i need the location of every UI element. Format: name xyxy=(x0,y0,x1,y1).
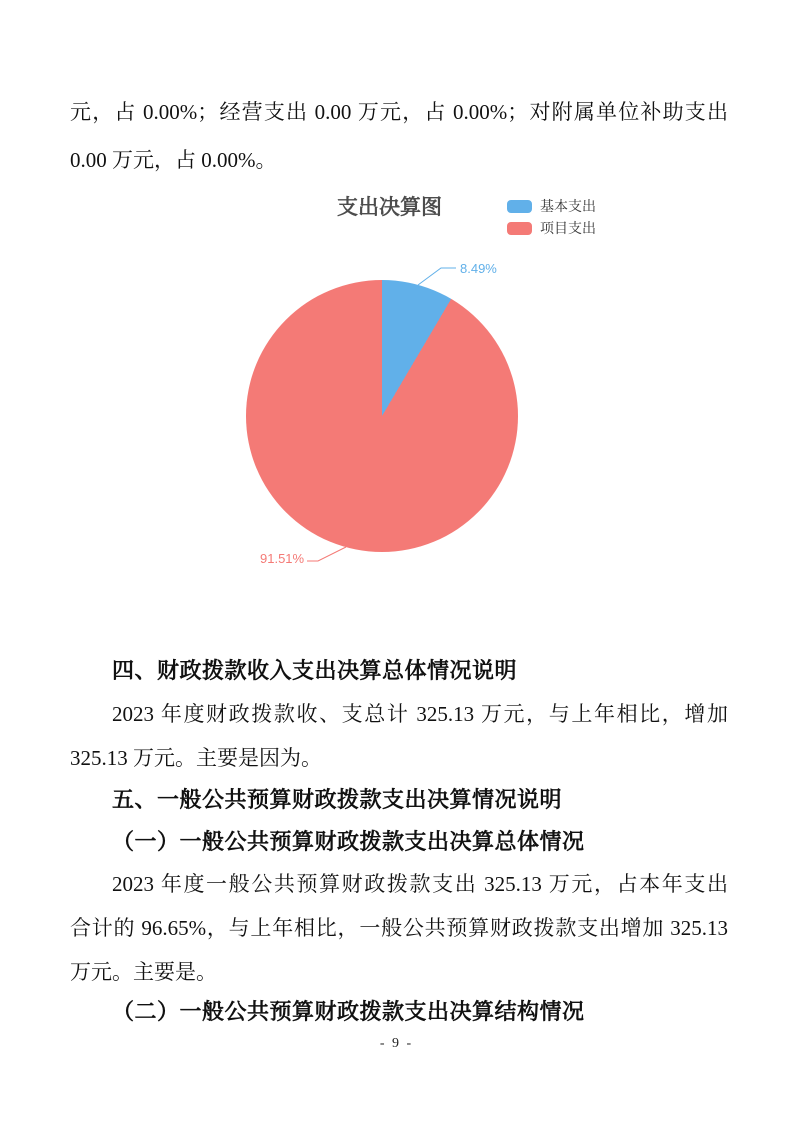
section-5-2-heading: （二）一般公共预算财政拨款支出决算结构情况 xyxy=(112,999,585,1024)
legend-item-basic xyxy=(507,196,596,216)
pie-leader-lines xyxy=(230,250,530,580)
chart-title: 支出决算图 xyxy=(337,196,442,219)
section-4-para-line1: 2023 年度财政拨款收、支总计 325.13 万元，与上年相比，增加 xyxy=(112,702,728,726)
section-5-para-line1: 2023 年度一般公共预算财政拨款支出 325.13 万元，占本年支出 xyxy=(112,872,728,896)
leader-line-project xyxy=(307,547,346,561)
section-5-para-line2: 合计的 96.65%，与上年相比，一般公共预算财政拨款支出增加 325.13 xyxy=(70,916,728,940)
leader-line-basic xyxy=(418,268,456,285)
intro-paragraph-line2: 0.00 万元，占 0.00%。 xyxy=(70,148,277,172)
section-5-para-line3: 万元。主要是。 xyxy=(70,960,217,984)
pie-label-basic: 8.49% xyxy=(460,261,497,276)
intro-paragraph-line1: 元，占 0.00%；经营支出 0.00 万元，占 0.00%；对附属单位补助支出 xyxy=(70,100,728,124)
section-4-heading: 四、财政拨款收入支出决算总体情况说明 xyxy=(112,658,518,683)
section-5-1-heading: （一）一般公共预算财政拨款支出决算总体情况 xyxy=(112,829,585,854)
legend-item-project xyxy=(507,218,596,238)
section-5-heading: 五、一般公共预算财政拨款支出决算情况说明 xyxy=(112,787,563,812)
legend-label-basic: 基本支出 xyxy=(540,198,596,214)
legend-swatch-project xyxy=(507,222,532,235)
legend-swatch-basic xyxy=(507,200,532,213)
legend-label-project: 项目支出 xyxy=(540,220,596,236)
section-4-para-line2: 325.13 万元。主要是因为。 xyxy=(70,746,322,770)
page-number: - 9 - xyxy=(379,1036,414,1051)
pie-label-project: 91.51% xyxy=(260,551,305,566)
